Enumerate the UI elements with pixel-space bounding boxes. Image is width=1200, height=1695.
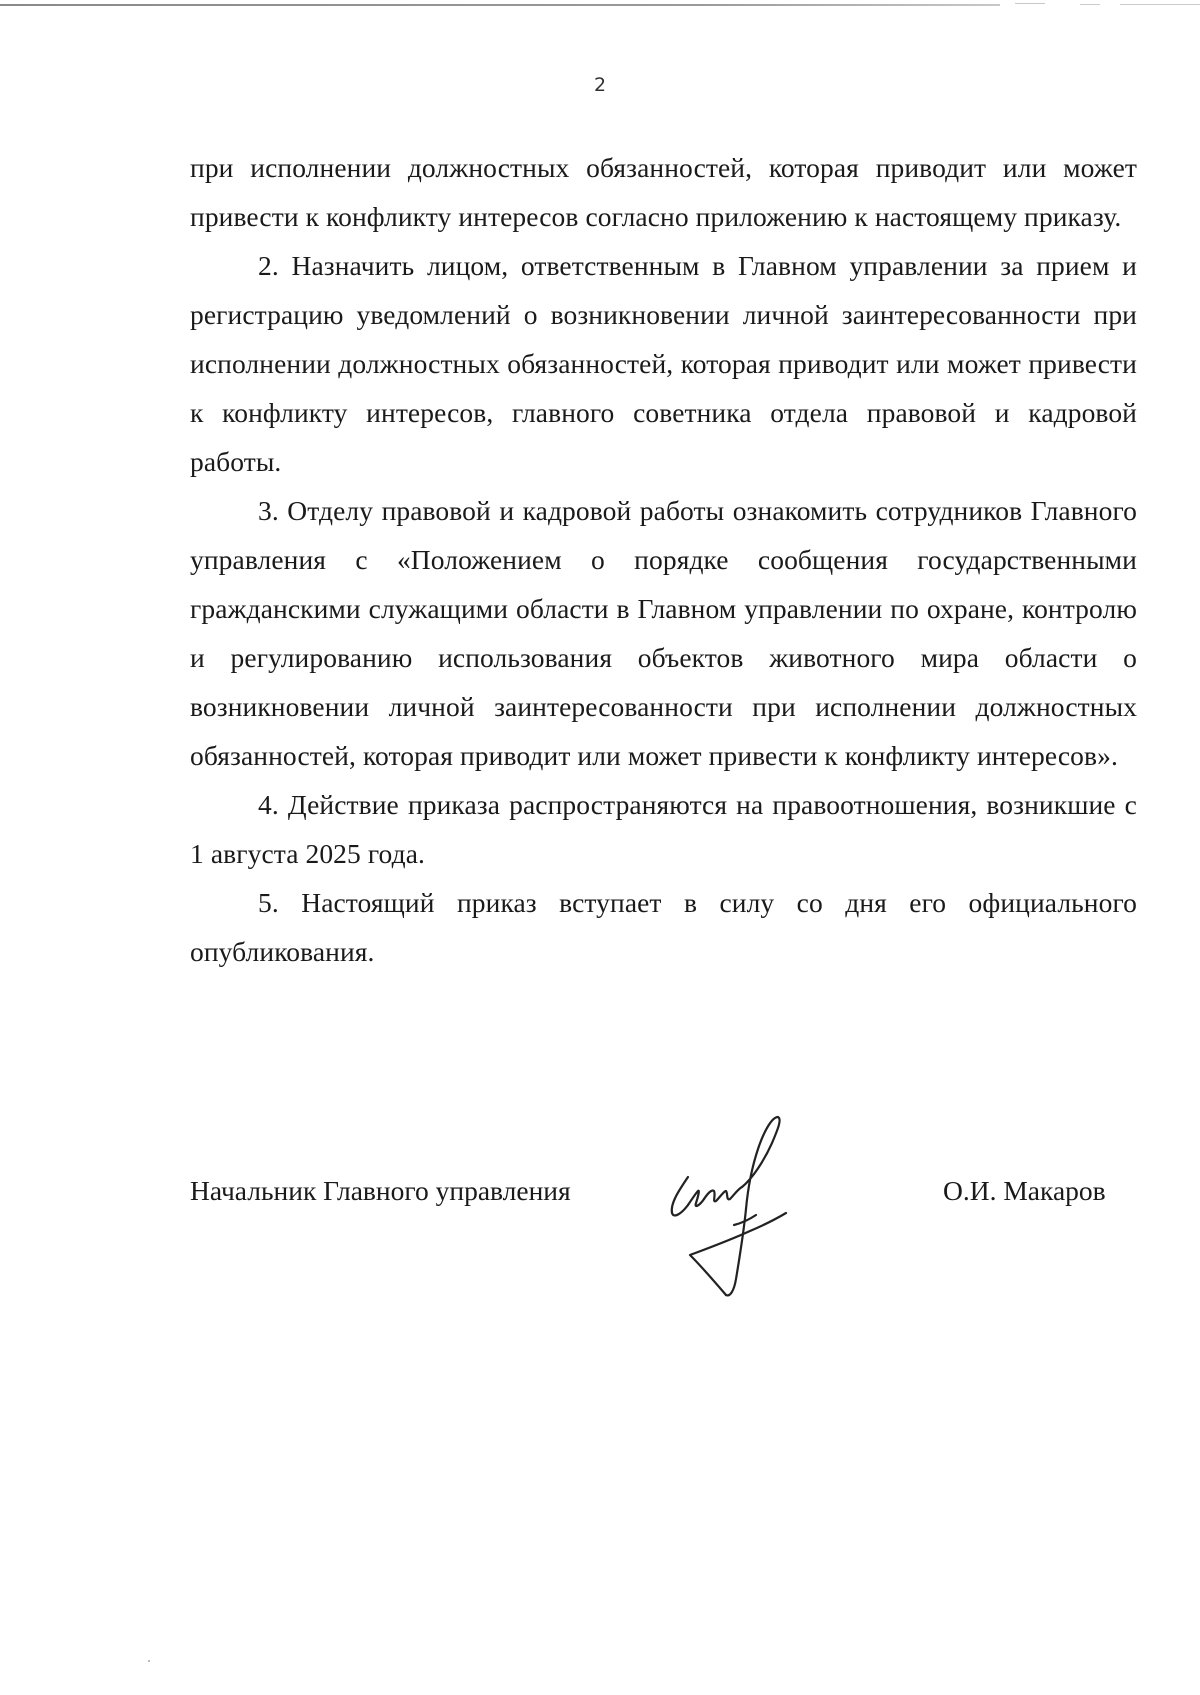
paragraph-item-2: 2. Назначить лицом, ответственным в Главном управлении за прием и регистрацию уведомлений о возникновении личной заинтересованности при исполнении должностных обязанностей, которая приводит или может привести к конфликту интересов, главного советника отдела правовой и кадровой работы. — [190, 250, 1137, 477]
paragraph-item-3: 3. Отделу правовой и кадровой работы ознакомить сотрудников Главного управления с «Положением о порядке сообщения государственными гражданскими служащими области в Главном управлении по охране, контролю и регулированию использования объектов животного мира области о возникновении личной заинтересованности при исполнении должностных обязанностей, которая приводит или может привести к конфликту интересов». — [190, 495, 1137, 771]
paragraph-item-5: 5. Настоящий приказ вступает в силу со дня его официального опубликования. — [190, 887, 1137, 967]
scan-edge-fragment — [1015, 3, 1045, 4]
scan-edge-fragment — [1080, 4, 1100, 5]
paragraph-continuation: при исполнении должностных обязанностей, которая приводит или может привести к конфликту интересов согласно приложению к настоящему приказу. — [190, 152, 1137, 232]
paragraph-item-4: 4. Действие приказа распространяются на правоотношения, возникшие с 1 августа 2025 года. — [190, 789, 1137, 869]
page-number: 2 — [593, 74, 607, 96]
document-body — [190, 143, 1137, 976]
signatory-position: Начальник Главного управления — [190, 1175, 571, 1206]
scan-speck — [148, 1660, 150, 1662]
scan-edge-top — [0, 4, 1000, 6]
scan-edge-fragment — [1120, 4, 1200, 5]
signatory-name: О.И. Макаров — [943, 1175, 1106, 1206]
handwritten-signature — [660, 1105, 860, 1315]
